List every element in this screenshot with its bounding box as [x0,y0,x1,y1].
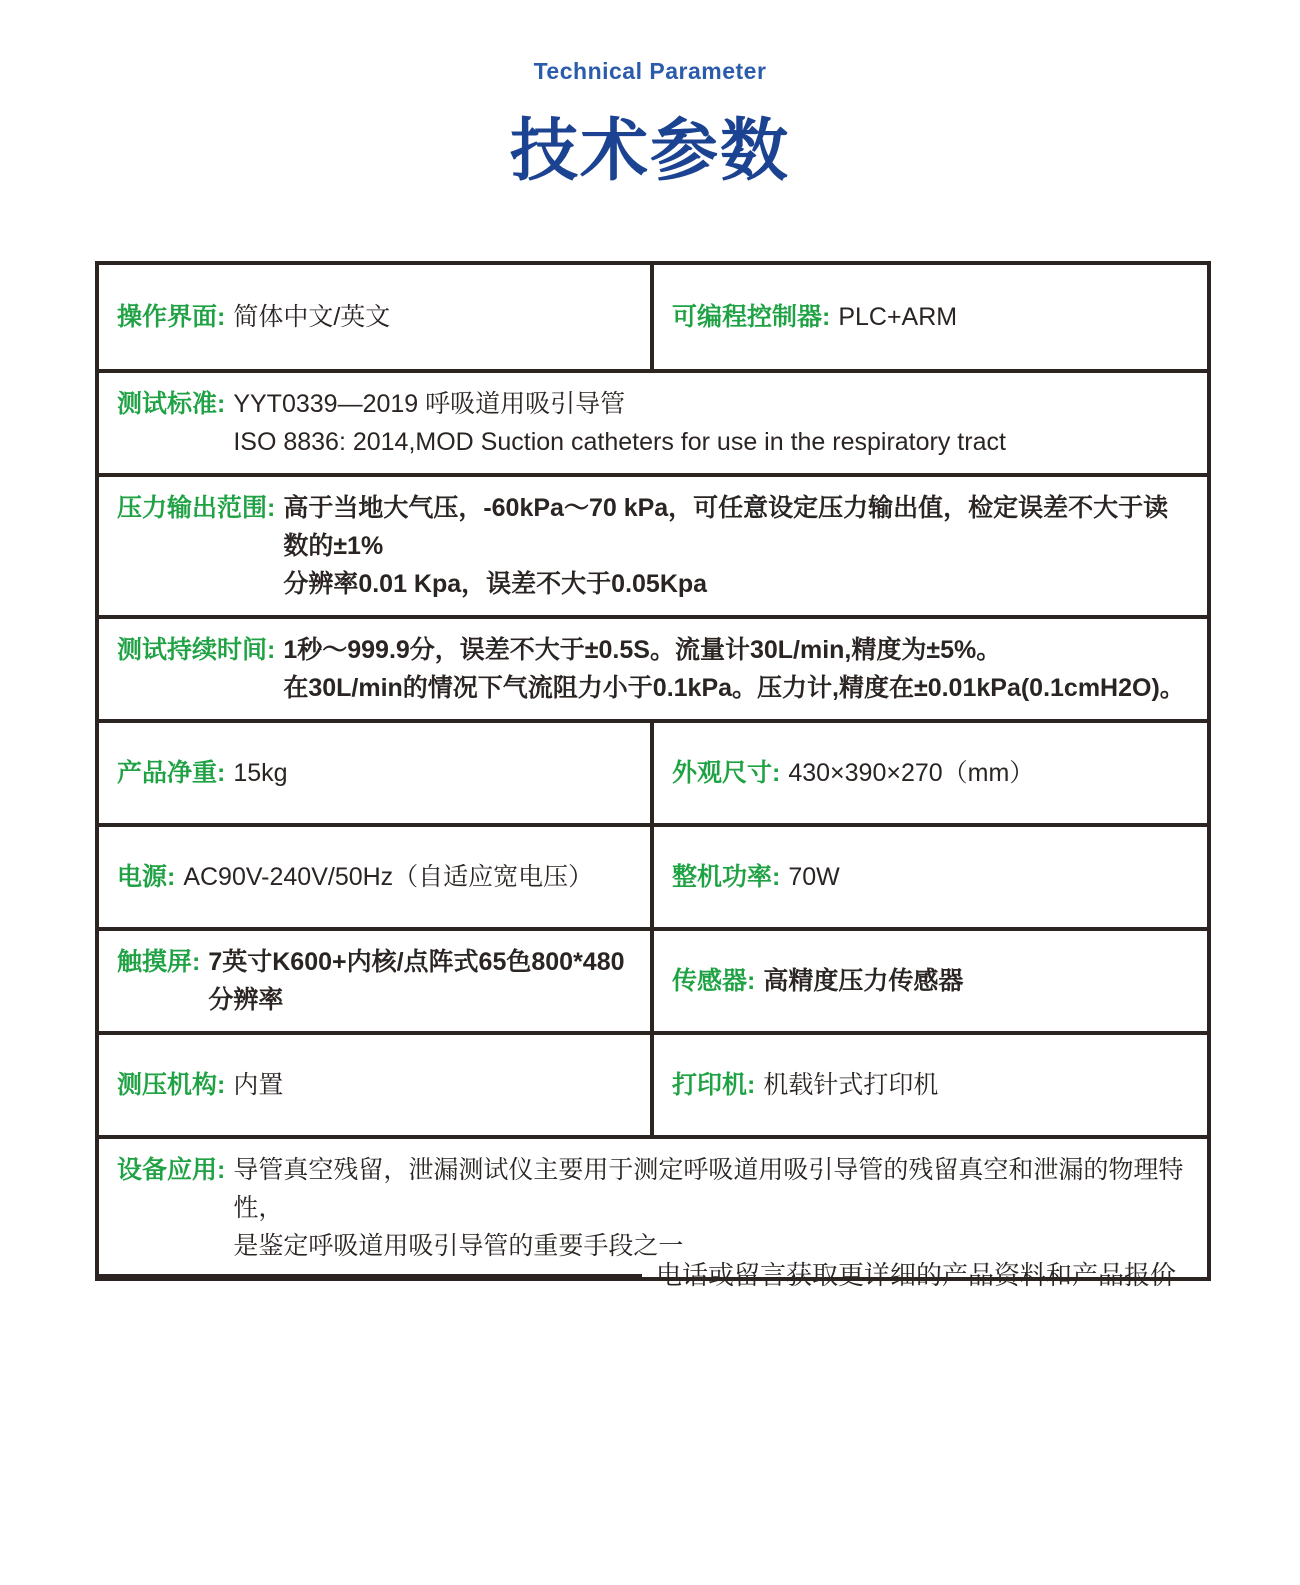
cell-label: 传感器: [672,967,756,995]
spec-table [95,261,1211,1281]
cell-label: 测压机构: [117,1071,226,1099]
table-row [99,823,1207,927]
table-row [99,927,1207,1031]
cell-value: 内置 [233,1071,284,1099]
cell-label: 操作界面: [117,303,226,331]
footer-note: 电话或留言获取更详细的产品资料和产品报价 [656,1260,1177,1290]
cell-printer [650,1035,1207,1135]
footer-rule [97,1274,642,1277]
cell-label: 产品净重: [117,759,226,787]
cell-touch-screen [99,931,650,1031]
cell-value: PLC+ARM [838,303,958,331]
cell-sensor [650,931,1207,1031]
cell-value: 导管真空残留，泄漏测试仪主要用于测定呼吸道用吸引导管的残留真空和泄漏的物理特性， 是鉴定呼吸道用吸引导管的重要手段之一 [233,1156,1184,1260]
cell-value: 15kg [233,759,288,787]
page-title: 技术参数 [509,113,790,189]
table-row [99,615,1207,719]
cell-value: 1秒～999.9分，误差不大于±0.5S。流量计30L/min,精度为±5%。 在30L/min的情况下气流阻力小于0.1kPa。压力计,精度在±0.01kPa(0.1cmH2O)。 [283,636,1185,702]
cell-value: 高精度压力传感器 [763,967,964,995]
cell-label: 压力输出范围: [117,494,276,522]
cell-test-duration [99,619,1207,719]
cell-value: 高于当地大气压，-60kPa～70 kPa，可任意设定压力输出值，检定误差不大于读数的±1% 分辨率0.01 Kpa，误差不大于0.05Kpa [283,494,1169,598]
cell-label: 测试标准: [117,390,226,418]
table-row [99,369,1207,473]
cell-label: 触摸屏: [117,948,201,976]
cell-label: 可编程控制器: [672,303,831,331]
cell-label: 外观尺寸: [672,759,781,787]
cell-net-weight [99,723,650,823]
cell-dimensions [650,723,1207,823]
table-row [99,473,1207,615]
cell-operation-interface [99,265,650,369]
cell-plc-controller [650,265,1207,369]
cell-pressure-mechanism [99,1035,650,1135]
footer [97,1256,1207,1294]
cell-label: 整机功率: [672,863,781,891]
table-row [99,1031,1207,1135]
cell-value: 7英寸K600+内核/点阵式65色800*480分辨率 [208,948,625,1014]
cell-pressure-output-range [99,477,1207,615]
cell-test-standard [99,373,1207,473]
page-header [0,0,1300,194]
cell-label: 设备应用: [117,1156,226,1184]
table-row [99,719,1207,823]
cell-total-power [650,827,1207,927]
cell-value: 机载针式打印机 [763,1071,939,1099]
table-row [99,265,1207,369]
cell-value: YYT0339—2019 呼吸道用吸引导管 ISO 8836: 2014,MOD Suction catheters for use in the respiratory tract [233,390,1006,456]
cell-label: 测试持续时间: [117,636,276,664]
cell-value: AC90V-240V/50Hz（自适应宽电压） [183,863,594,891]
cell-value: 简体中文/英文 [233,303,391,331]
cell-power-supply [99,827,650,927]
cell-label: 打印机: [672,1071,756,1099]
cell-value: 70W [788,863,840,891]
cell-value: 430×390×270（mm） [788,759,1035,787]
cell-label: 电源: [117,863,176,891]
title-english: Technical Parameter [533,58,767,84]
